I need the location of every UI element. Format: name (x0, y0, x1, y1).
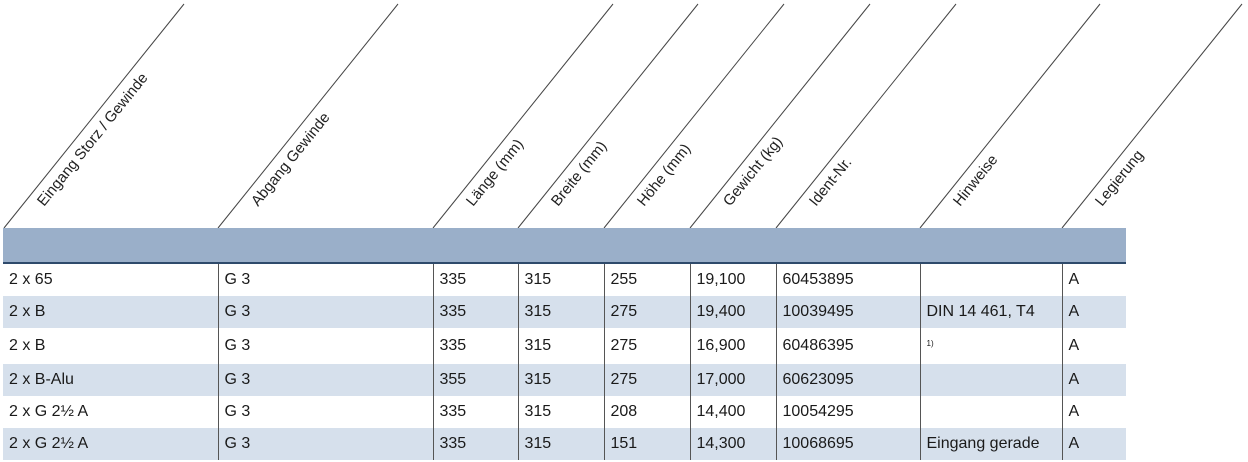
header-label: Höhe (mm) (633, 140, 695, 210)
cell-laenge: 355 (433, 364, 518, 396)
cell-legierung: A (1062, 328, 1126, 364)
cell-laenge: 335 (433, 328, 518, 364)
header-col-3 (518, 4, 698, 228)
header-label: Hinweise (949, 151, 1002, 210)
cell-gewicht: 16,900 (690, 328, 776, 364)
cell-eingang: 2 x 65 (9, 271, 53, 288)
cell-hinweise (920, 364, 1062, 396)
cell-breite: 315 (518, 428, 604, 460)
cell-legierung: A (1062, 396, 1126, 428)
cell-gewicht: 17,000 (690, 364, 776, 396)
cell-ident: 60486395 (776, 328, 920, 364)
cell-hoehe: 208 (604, 396, 690, 428)
cell-eingang: 2 x B (9, 337, 46, 354)
cell-hinweise: Eingang gerade (920, 428, 1062, 460)
footnote-marker: 1) (926, 339, 934, 348)
cell-eingang: 2 x B (3, 296, 218, 328)
cell-abgang: G 3 (218, 328, 433, 364)
header-col-5 (690, 4, 870, 228)
cell-hoehe: 275 (604, 328, 690, 364)
cell-eingang: 2 x G 2½ A (3, 428, 218, 460)
header-label: Ident-Nr. (805, 154, 856, 210)
cell-breite: 315 (518, 328, 604, 364)
cell-laenge: 335 (433, 428, 518, 460)
cell-ident: 60453895 (776, 264, 920, 296)
header-band (3, 228, 1126, 264)
header-col-8 (1062, 4, 1242, 228)
cell-gewicht: 19,100 (690, 264, 776, 296)
cell-hinweise (920, 328, 1062, 364)
cell-hinweise (920, 396, 1062, 428)
cell-gewicht: 14,300 (690, 428, 776, 460)
table-row (3, 428, 1126, 460)
cell-breite: 315 (518, 364, 604, 396)
header-col-2 (433, 4, 613, 228)
table-row (3, 328, 1126, 364)
cell-hinweise (920, 264, 1062, 296)
cell-laenge: 335 (433, 264, 518, 296)
cell-breite: 315 (518, 396, 604, 428)
cell-ident: 10054295 (776, 396, 920, 428)
cell-abgang: G 3 (218, 296, 433, 328)
cell-legierung: A (1062, 428, 1126, 460)
header-col-6 (776, 4, 956, 228)
cell-abgang: G 3 (218, 428, 433, 460)
cell-abgang: G 3 (218, 396, 433, 428)
cell-hoehe: 255 (604, 264, 690, 296)
cell-ident: 10068695 (776, 428, 920, 460)
product-table (3, 264, 1126, 460)
cell-laenge: 335 (433, 296, 518, 328)
header-col-0 (4, 4, 184, 228)
header-label: Abgang Gewinde (247, 109, 334, 210)
cell-legierung: A (1062, 364, 1126, 396)
cell-legierung: A (1062, 296, 1126, 328)
header-label: Breite (mm) (547, 137, 611, 210)
header-col-4 (604, 4, 787, 228)
cell-breite: 315 (518, 296, 604, 328)
cell-hinweise: DIN 14 461, T4 (920, 296, 1062, 328)
table-row (3, 364, 1126, 396)
cell-ident: 60623095 (776, 364, 920, 396)
table-row (3, 264, 1126, 296)
header-label: Legierung (1091, 146, 1148, 210)
cell-legierung: A (1062, 264, 1126, 296)
cell-gewicht: 14,400 (690, 396, 776, 428)
header-label: Länge (mm) (462, 135, 527, 210)
header-col-7 (920, 4, 1100, 228)
cell-hoehe: 275 (604, 364, 690, 396)
cell-eingang: 2 x B-Alu (3, 364, 218, 396)
cell-hoehe: 151 (604, 428, 690, 460)
cell-gewicht: 19,400 (690, 296, 776, 328)
header-col-1 (218, 4, 398, 228)
cell-breite: 315 (518, 264, 604, 296)
cell-laenge: 335 (433, 396, 518, 428)
cell-eingang: 2 x G 2½ A (9, 403, 89, 420)
header-label: Gewicht (kg) (719, 133, 787, 210)
table-row (3, 396, 1126, 428)
header-label: Eingang Storz / Gewinde (33, 69, 152, 210)
cell-ident: 10039495 (776, 296, 920, 328)
table-row (3, 296, 1126, 328)
cell-hoehe: 275 (604, 296, 690, 328)
cell-abgang: G 3 (218, 364, 433, 396)
cell-abgang: G 3 (218, 264, 433, 296)
